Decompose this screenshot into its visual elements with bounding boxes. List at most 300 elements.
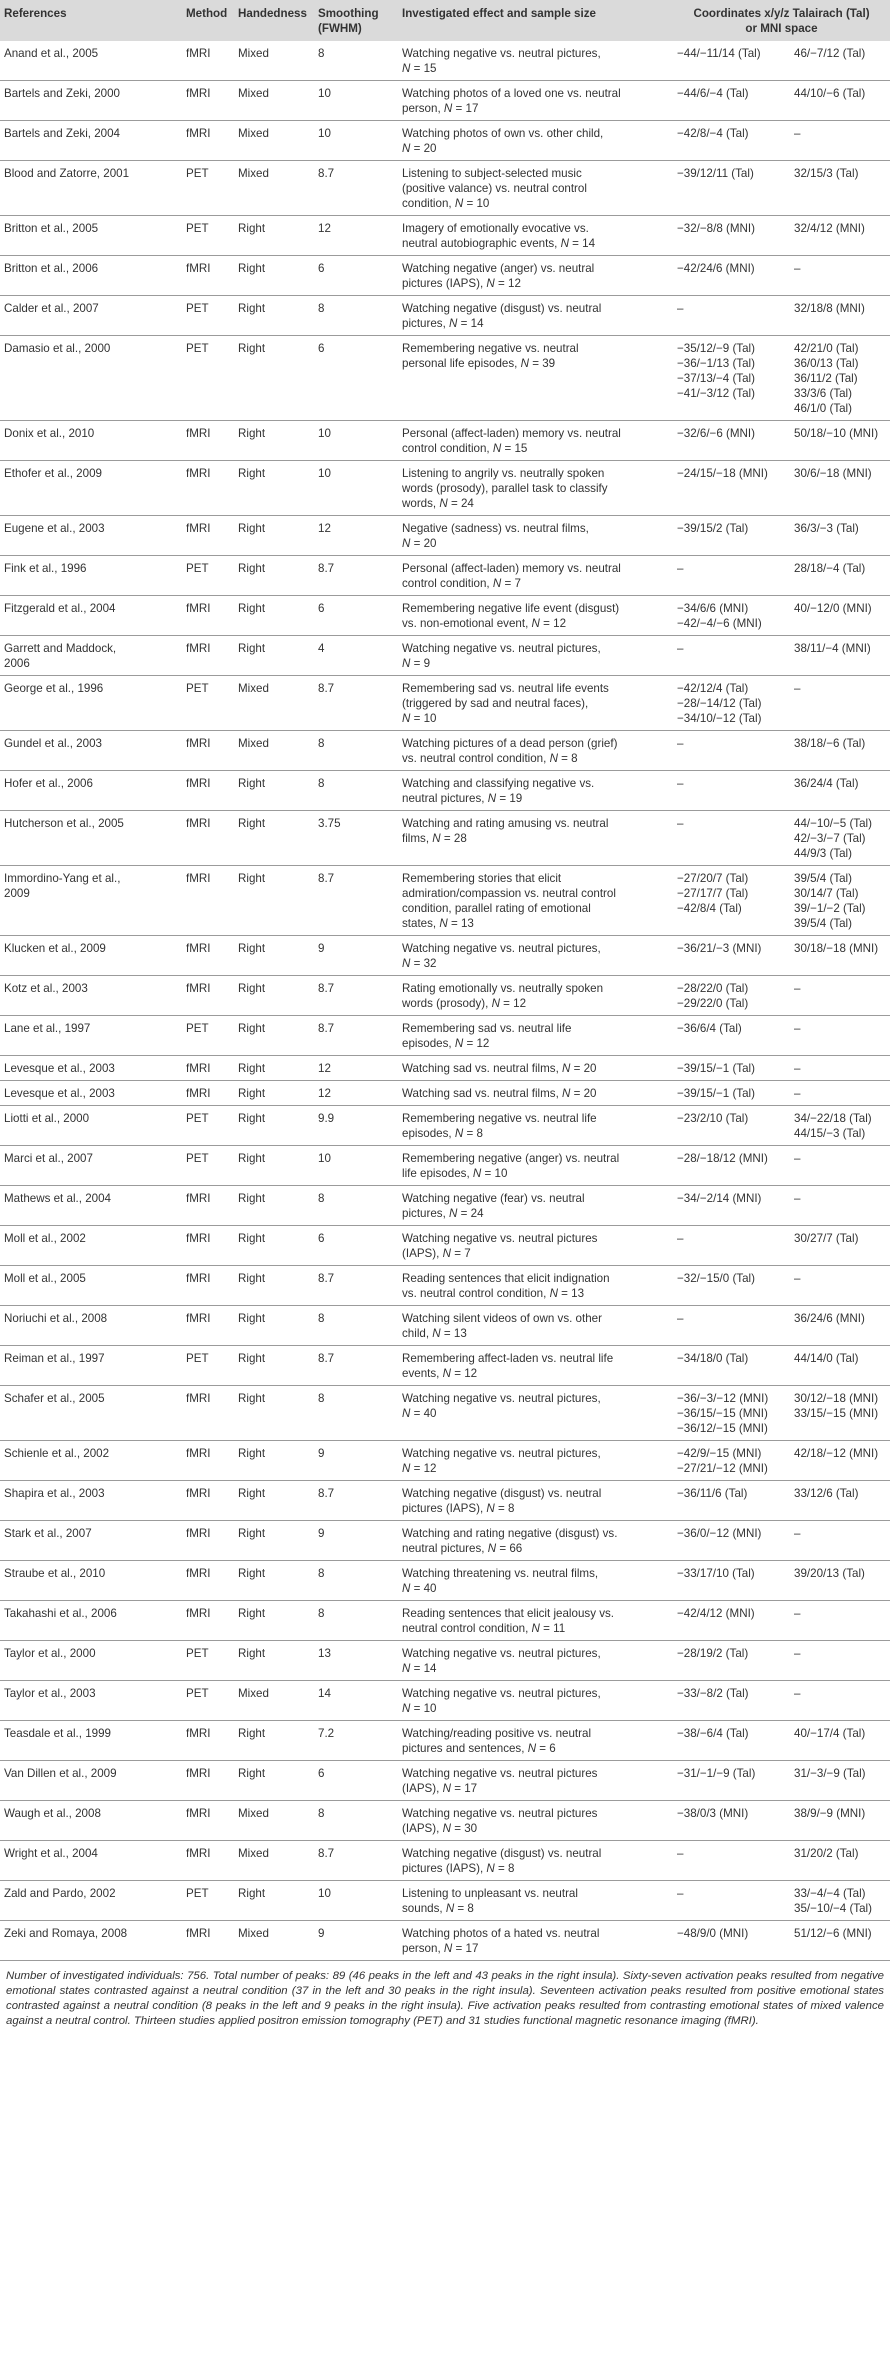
method-cell: fMRI bbox=[182, 1521, 234, 1561]
method-cell: fMRI bbox=[182, 256, 234, 296]
method-cell: fMRI bbox=[182, 976, 234, 1016]
effect-cell: Remembering affect-laden vs. neutral life events, N = 12 bbox=[398, 1346, 673, 1386]
effect-cell: Watching negative vs. neutral pictures (IAPS), N = 7 bbox=[398, 1226, 673, 1266]
method-cell: fMRI bbox=[182, 1056, 234, 1081]
right-insula-coordinates-cell: 32/18/8 (MNI) bbox=[790, 296, 890, 336]
left-insula-coordinates-cell: −36/−3/−12 (MNI) −36/15/−15 (MNI) −36/12/−15 (MNI) bbox=[673, 1386, 790, 1441]
left-insula-coordinates-cell: −32/−15/0 (Tal) bbox=[673, 1266, 790, 1306]
smoothing-cell: 10 bbox=[314, 121, 398, 161]
right-insula-coordinates-cell: 38/9/−9 (MNI) bbox=[790, 1801, 890, 1841]
smoothing-cell: 8.7 bbox=[314, 676, 398, 731]
smoothing-cell: 8.7 bbox=[314, 976, 398, 1016]
table-row bbox=[0, 1146, 890, 1186]
effect-cell: Remembering sad vs. neutral life episodes, N = 12 bbox=[398, 1016, 673, 1056]
handedness-cell: Right bbox=[234, 296, 314, 336]
reference-cell: Straube et al., 2010 bbox=[0, 1561, 182, 1601]
right-insula-coordinates-cell: – bbox=[790, 1681, 890, 1721]
right-insula-coordinates-cell: – bbox=[790, 1016, 890, 1056]
handedness-cell: Right bbox=[234, 1481, 314, 1521]
left-insula-coordinates-cell: −42/8/−4 (Tal) bbox=[673, 121, 790, 161]
table-row bbox=[0, 1226, 890, 1266]
handedness-cell: Right bbox=[234, 1226, 314, 1266]
smoothing-cell: 8 bbox=[314, 41, 398, 81]
smoothing-cell: 8 bbox=[314, 1561, 398, 1601]
right-insula-coordinates-cell: 44/10/−6 (Tal) bbox=[790, 81, 890, 121]
effect-cell: Reading sentences that elicit indignation vs. neutral control condition, N = 13 bbox=[398, 1266, 673, 1306]
handedness-cell: Mixed bbox=[234, 676, 314, 731]
right-insula-coordinates-cell: 38/11/−4 (MNI) bbox=[790, 636, 890, 676]
method-cell: PET bbox=[182, 1681, 234, 1721]
reference-cell: George et al., 1996 bbox=[0, 676, 182, 731]
table-row bbox=[0, 1386, 890, 1441]
smoothing-cell: 8.7 bbox=[314, 161, 398, 216]
effect-cell: Watching negative vs. neutral pictures, N = 32 bbox=[398, 936, 673, 976]
table-row bbox=[0, 1641, 890, 1681]
smoothing-cell: 9 bbox=[314, 1441, 398, 1481]
reference-cell: Lane et al., 1997 bbox=[0, 1016, 182, 1056]
effect-cell: Watching negative vs. neutral pictures, N = 15 bbox=[398, 41, 673, 81]
effect-cell: Watching and rating negative (disgust) vs. neutral pictures, N = 66 bbox=[398, 1521, 673, 1561]
table-row bbox=[0, 1186, 890, 1226]
effect-cell: Listening to angrily vs. neutrally spoken words (prosody), parallel task to classify words, N = 24 bbox=[398, 461, 673, 516]
method-cell: fMRI bbox=[182, 121, 234, 161]
method-cell: fMRI bbox=[182, 1186, 234, 1226]
left-insula-coordinates-cell: −39/15/−1 (Tal) bbox=[673, 1081, 790, 1106]
effect-cell: Watching negative (disgust) vs. neutral pictures (IAPS), N = 8 bbox=[398, 1841, 673, 1881]
smoothing-cell: 13 bbox=[314, 1641, 398, 1681]
handedness-cell: Right bbox=[234, 1641, 314, 1681]
effect-cell: Watching threatening vs. neutral films, N = 40 bbox=[398, 1561, 673, 1601]
handedness-cell: Right bbox=[234, 1146, 314, 1186]
effect-cell: Negative (sadness) vs. neutral films, N = 20 bbox=[398, 516, 673, 556]
reference-cell: Marci et al., 2007 bbox=[0, 1146, 182, 1186]
handedness-cell: Right bbox=[234, 1056, 314, 1081]
smoothing-cell: 4 bbox=[314, 636, 398, 676]
smoothing-cell: 8 bbox=[314, 1801, 398, 1841]
table-row bbox=[0, 1681, 890, 1721]
left-insula-coordinates-cell: −42/4/12 (MNI) bbox=[673, 1601, 790, 1641]
reference-cell: Taylor et al., 2003 bbox=[0, 1681, 182, 1721]
smoothing-cell: 6 bbox=[314, 1761, 398, 1801]
reference-cell: Garrett and Maddock, 2006 bbox=[0, 636, 182, 676]
right-insula-coordinates-cell: 30/18/−18 (MNI) bbox=[790, 936, 890, 976]
smoothing-cell: 6 bbox=[314, 1226, 398, 1266]
left-insula-coordinates-cell: −34/6/6 (MNI) −42/−4/−6 (MNI) bbox=[673, 596, 790, 636]
right-insula-coordinates-cell: 33/12/6 (Tal) bbox=[790, 1481, 890, 1521]
effect-cell: Watching pictures of a dead person (grief) vs. neutral control condition, N = 8 bbox=[398, 731, 673, 771]
method-cell: PET bbox=[182, 1146, 234, 1186]
left-insula-coordinates-cell: −33/−8/2 (Tal) bbox=[673, 1681, 790, 1721]
effect-cell: Watching negative (fear) vs. neutral pictures, N = 24 bbox=[398, 1186, 673, 1226]
effect-cell: Watching negative vs. neutral pictures (IAPS), N = 17 bbox=[398, 1761, 673, 1801]
reference-cell: Bartels and Zeki, 2004 bbox=[0, 121, 182, 161]
table-row bbox=[0, 1346, 890, 1386]
effect-cell: Watching negative vs. neutral pictures (IAPS), N = 30 bbox=[398, 1801, 673, 1841]
reference-cell: Kotz et al., 2003 bbox=[0, 976, 182, 1016]
table-header bbox=[0, 0, 890, 41]
effect-cell: Watching negative (anger) vs. neutral pictures (IAPS), N = 12 bbox=[398, 256, 673, 296]
reference-cell: Van Dillen et al., 2009 bbox=[0, 1761, 182, 1801]
reference-cell: Liotti et al., 2000 bbox=[0, 1106, 182, 1146]
handedness-cell: Right bbox=[234, 1881, 314, 1921]
method-cell: PET bbox=[182, 336, 234, 421]
right-insula-coordinates-cell: – bbox=[790, 1521, 890, 1561]
smoothing-cell: 3.75 bbox=[314, 811, 398, 866]
table-row bbox=[0, 121, 890, 161]
handedness-cell: Right bbox=[234, 1601, 314, 1641]
effect-cell: Watching negative (disgust) vs. neutral pictures (IAPS), N = 8 bbox=[398, 1481, 673, 1521]
handedness-cell: Right bbox=[234, 1081, 314, 1106]
right-insula-coordinates-cell: – bbox=[790, 676, 890, 731]
reference-cell: Donix et al., 2010 bbox=[0, 421, 182, 461]
effect-cell: Watching negative vs. neutral pictures, N = 14 bbox=[398, 1641, 673, 1681]
left-insula-coordinates-cell: −48/9/0 (MNI) bbox=[673, 1921, 790, 1961]
handedness-cell: Right bbox=[234, 1106, 314, 1146]
handedness-cell: Right bbox=[234, 1721, 314, 1761]
left-insula-coordinates-cell: −28/19/2 (Tal) bbox=[673, 1641, 790, 1681]
right-insula-coordinates-cell: 38/18/−6 (Tal) bbox=[790, 731, 890, 771]
table-row bbox=[0, 1106, 890, 1146]
table-row bbox=[0, 81, 890, 121]
handedness-cell: Right bbox=[234, 1761, 314, 1801]
reference-cell: Taylor et al., 2000 bbox=[0, 1641, 182, 1681]
method-cell: PET bbox=[182, 161, 234, 216]
right-insula-coordinates-cell: 30/27/7 (Tal) bbox=[790, 1226, 890, 1266]
reference-cell: Immordino-Yang et al., 2009 bbox=[0, 866, 182, 936]
table-row bbox=[0, 41, 890, 81]
reference-cell: Zald and Pardo, 2002 bbox=[0, 1881, 182, 1921]
smoothing-cell: 8 bbox=[314, 731, 398, 771]
reference-cell: Mathews et al., 2004 bbox=[0, 1186, 182, 1226]
reference-cell: Blood and Zatorre, 2001 bbox=[0, 161, 182, 216]
effect-cell: Watching negative vs. neutral pictures, N = 9 bbox=[398, 636, 673, 676]
effect-cell: Reading sentences that elicit jealousy vs. neutral control condition, N = 11 bbox=[398, 1601, 673, 1641]
right-insula-coordinates-cell: 51/12/−6 (MNI) bbox=[790, 1921, 890, 1961]
left-insula-coordinates-cell: −32/−8/8 (MNI) bbox=[673, 216, 790, 256]
table-row bbox=[0, 811, 890, 866]
right-insula-coordinates-cell: – bbox=[790, 1186, 890, 1226]
left-insula-coordinates-cell: −44/−11/14 (Tal) bbox=[673, 41, 790, 81]
reference-cell: Schienle et al., 2002 bbox=[0, 1441, 182, 1481]
table-row bbox=[0, 556, 890, 596]
right-insula-coordinates-cell: 36/24/4 (Tal) bbox=[790, 771, 890, 811]
right-insula-coordinates-cell: – bbox=[790, 1601, 890, 1641]
table-row bbox=[0, 1056, 890, 1081]
table-row bbox=[0, 596, 890, 636]
effect-cell: Watching sad vs. neutral films, N = 20 bbox=[398, 1081, 673, 1106]
left-insula-coordinates-cell: −32/6/−6 (MNI) bbox=[673, 421, 790, 461]
reference-cell: Anand et al., 2005 bbox=[0, 41, 182, 81]
header-row bbox=[0, 0, 890, 41]
reference-cell: Shapira et al., 2003 bbox=[0, 1481, 182, 1521]
left-insula-coordinates-cell: −33/17/10 (Tal) bbox=[673, 1561, 790, 1601]
table-row bbox=[0, 976, 890, 1016]
table-row bbox=[0, 1441, 890, 1481]
handedness-cell: Right bbox=[234, 1441, 314, 1481]
smoothing-cell: 8.7 bbox=[314, 1266, 398, 1306]
right-insula-coordinates-cell: 39/20/13 (Tal) bbox=[790, 1561, 890, 1601]
smoothing-cell: 12 bbox=[314, 1081, 398, 1106]
method-cell: PET bbox=[182, 296, 234, 336]
table-row bbox=[0, 1761, 890, 1801]
right-insula-coordinates-cell: 34/−22/18 (Tal) 44/15/−3 (Tal) bbox=[790, 1106, 890, 1146]
reference-cell: Reiman et al., 1997 bbox=[0, 1346, 182, 1386]
effect-cell: Remembering negative life event (disgust) vs. non-emotional event, N = 12 bbox=[398, 596, 673, 636]
reference-cell: Eugene et al., 2003 bbox=[0, 516, 182, 556]
handedness-cell: Right bbox=[234, 1386, 314, 1441]
method-cell: fMRI bbox=[182, 1761, 234, 1801]
right-insula-coordinates-cell: – bbox=[790, 1266, 890, 1306]
table-row bbox=[0, 636, 890, 676]
smoothing-cell: 6 bbox=[314, 596, 398, 636]
left-insula-coordinates-cell: −24/15/−18 (MNI) bbox=[673, 461, 790, 516]
handedness-cell: Right bbox=[234, 461, 314, 516]
table-row bbox=[0, 936, 890, 976]
left-insula-coordinates-cell: −23/2/10 (Tal) bbox=[673, 1106, 790, 1146]
left-insula-coordinates-cell: −34/18/0 (Tal) bbox=[673, 1346, 790, 1386]
left-insula-coordinates-cell: −27/20/7 (Tal) −27/17/7 (Tal) −42/8/4 (Tal) bbox=[673, 866, 790, 936]
smoothing-cell: 6 bbox=[314, 336, 398, 421]
table-row bbox=[0, 1016, 890, 1056]
table-row bbox=[0, 1081, 890, 1106]
smoothing-cell: 9 bbox=[314, 1921, 398, 1961]
method-cell: fMRI bbox=[182, 1561, 234, 1601]
handedness-cell: Right bbox=[234, 976, 314, 1016]
right-insula-coordinates-cell: 33/−4/−4 (Tal) 35/−10/−4 (Tal) bbox=[790, 1881, 890, 1921]
right-insula-coordinates-cell: 36/24/6 (MNI) bbox=[790, 1306, 890, 1346]
left-insula-coordinates-cell: −38/0/3 (MNI) bbox=[673, 1801, 790, 1841]
handedness-cell: Mixed bbox=[234, 81, 314, 121]
method-cell: fMRI bbox=[182, 1481, 234, 1521]
handedness-cell: Right bbox=[234, 516, 314, 556]
header-references: References bbox=[4, 7, 67, 20]
smoothing-cell: 8.7 bbox=[314, 1481, 398, 1521]
reference-cell: Stark et al., 2007 bbox=[0, 1521, 182, 1561]
smoothing-cell: 8 bbox=[314, 296, 398, 336]
reference-cell: Takahashi et al., 2006 bbox=[0, 1601, 182, 1641]
table-row bbox=[0, 1481, 890, 1521]
table-row bbox=[0, 421, 890, 461]
table-row bbox=[0, 1841, 890, 1881]
reference-cell: Ethofer et al., 2009 bbox=[0, 461, 182, 516]
method-cell: fMRI bbox=[182, 81, 234, 121]
right-insula-coordinates-cell: 50/18/−10 (MNI) bbox=[790, 421, 890, 461]
smoothing-cell: 8.7 bbox=[314, 866, 398, 936]
effect-cell: Watching photos of own vs. other child, N = 20 bbox=[398, 121, 673, 161]
effect-cell: Remembering negative (anger) vs. neutral life episodes, N = 10 bbox=[398, 1146, 673, 1186]
left-insula-coordinates-cell: −36/6/4 (Tal) bbox=[673, 1016, 790, 1056]
method-cell: fMRI bbox=[182, 516, 234, 556]
handedness-cell: Right bbox=[234, 636, 314, 676]
effect-cell: Listening to unpleasant vs. neutral sounds, N = 8 bbox=[398, 1881, 673, 1921]
method-cell: fMRI bbox=[182, 636, 234, 676]
left-insula-coordinates-cell: −42/9/−15 (MNI) −27/21/−12 (MNI) bbox=[673, 1441, 790, 1481]
smoothing-cell: 8 bbox=[314, 1306, 398, 1346]
effect-cell: Watching negative (disgust) vs. neutral pictures, N = 14 bbox=[398, 296, 673, 336]
smoothing-cell: 9 bbox=[314, 936, 398, 976]
right-insula-coordinates-cell: – bbox=[790, 1146, 890, 1186]
right-insula-coordinates-cell: 39/5/4 (Tal) 30/14/7 (Tal) 39/−1/−2 (Tal) 39/5/4 (Tal) bbox=[790, 866, 890, 936]
reference-cell: Britton et al., 2005 bbox=[0, 216, 182, 256]
handedness-cell: Right bbox=[234, 1266, 314, 1306]
table-row bbox=[0, 1521, 890, 1561]
effect-cell: Rating emotionally vs. neutrally spoken words (prosody), N = 12 bbox=[398, 976, 673, 1016]
effect-cell: Watching silent videos of own vs. other child, N = 13 bbox=[398, 1306, 673, 1346]
smoothing-cell: 10 bbox=[314, 461, 398, 516]
smoothing-cell: 8.7 bbox=[314, 556, 398, 596]
effect-cell: Imagery of emotionally evocative vs. neutral autobiographic events, N = 14 bbox=[398, 216, 673, 256]
reference-cell: Fink et al., 1996 bbox=[0, 556, 182, 596]
handedness-cell: Mixed bbox=[234, 1841, 314, 1881]
left-insula-coordinates-cell: −28/−18/12 (MNI) bbox=[673, 1146, 790, 1186]
handedness-cell: Right bbox=[234, 1186, 314, 1226]
reference-cell: Britton et al., 2006 bbox=[0, 256, 182, 296]
table-row bbox=[0, 161, 890, 216]
reference-cell: Klucken et al., 2009 bbox=[0, 936, 182, 976]
method-cell: fMRI bbox=[182, 421, 234, 461]
effect-cell: Remembering negative vs. neutral personal life episodes, N = 39 bbox=[398, 336, 673, 421]
effect-cell: Personal (affect-laden) memory vs. neutral control condition, N = 7 bbox=[398, 556, 673, 596]
table-row bbox=[0, 1881, 890, 1921]
left-insula-coordinates-cell: −34/−2/14 (MNI) bbox=[673, 1186, 790, 1226]
handedness-cell: Mixed bbox=[234, 731, 314, 771]
effect-cell: Remembering stories that elicit admiration/compassion vs. neutral control condition, parallel rating of emotional states, N = 13 bbox=[398, 866, 673, 936]
table-row bbox=[0, 256, 890, 296]
method-cell: PET bbox=[182, 676, 234, 731]
method-cell: fMRI bbox=[182, 1441, 234, 1481]
smoothing-cell: 12 bbox=[314, 1056, 398, 1081]
handedness-cell: Right bbox=[234, 336, 314, 421]
left-insula-coordinates-cell: – bbox=[673, 771, 790, 811]
method-cell: PET bbox=[182, 556, 234, 596]
reference-cell: Bartels and Zeki, 2000 bbox=[0, 81, 182, 121]
smoothing-cell: 8.7 bbox=[314, 1841, 398, 1881]
method-cell: PET bbox=[182, 1106, 234, 1146]
handedness-cell: Right bbox=[234, 866, 314, 936]
handedness-cell: Right bbox=[234, 771, 314, 811]
right-insula-coordinates-cell: 42/21/0 (Tal) 36/0/13 (Tal) 36/11/2 (Tal) 33/3/6 (Tal) 46/1/0 (Tal) bbox=[790, 336, 890, 421]
method-cell: fMRI bbox=[182, 1306, 234, 1346]
right-insula-coordinates-cell: – bbox=[790, 1081, 890, 1106]
effect-cell: Watching and rating amusing vs. neutral films, N = 28 bbox=[398, 811, 673, 866]
effect-cell: Watching sad vs. neutral films, N = 20 bbox=[398, 1056, 673, 1081]
right-insula-coordinates-cell: 46/−7/12 (Tal) bbox=[790, 41, 890, 81]
effect-cell: Watching negative vs. neutral pictures, N = 12 bbox=[398, 1441, 673, 1481]
table-row bbox=[0, 866, 890, 936]
table-row bbox=[0, 516, 890, 556]
smoothing-cell: 6 bbox=[314, 256, 398, 296]
effect-cell: Personal (affect-laden) memory vs. neutral control condition, N = 15 bbox=[398, 421, 673, 461]
right-insula-coordinates-cell: 28/18/−4 (Tal) bbox=[790, 556, 890, 596]
table-row bbox=[0, 1721, 890, 1761]
reference-cell: Schafer et al., 2005 bbox=[0, 1386, 182, 1441]
method-cell: PET bbox=[182, 1346, 234, 1386]
method-cell: fMRI bbox=[182, 596, 234, 636]
method-cell: fMRI bbox=[182, 1226, 234, 1266]
smoothing-cell: 8.7 bbox=[314, 1016, 398, 1056]
handedness-cell: Mixed bbox=[234, 41, 314, 81]
reference-cell: Noriuchi et al., 2008 bbox=[0, 1306, 182, 1346]
reference-cell: Moll et al., 2002 bbox=[0, 1226, 182, 1266]
right-insula-coordinates-cell: 30/12/−18 (MNI) 33/15/−15 (MNI) bbox=[790, 1386, 890, 1441]
method-cell: fMRI bbox=[182, 1386, 234, 1441]
handedness-cell: Mixed bbox=[234, 1681, 314, 1721]
header-coordinates: Coordinates x/y/z Talairach (Tal) or MNI space bbox=[693, 7, 870, 35]
left-insula-coordinates-cell: – bbox=[673, 296, 790, 336]
table-row bbox=[0, 731, 890, 771]
right-insula-coordinates-cell: – bbox=[790, 256, 890, 296]
right-insula-coordinates-cell: – bbox=[790, 976, 890, 1016]
table-footnote: Number of investigated individuals: 756. Total number of peaks: 89 (46 peaks in the left and 43 peaks in the right insula). Sixty-seven activation peaks resulted from negative emotional states contrasted against a neutral condition (37 in the left and 30 peaks in the right insula). Seventeen activation peaks resulted from positive emotional states contrasted against a neutral condition (8 peaks in the left and 9 peaks in the right insula). Five activation peaks resulted from contrasting emotional states of mixed valence against a neutral control. Thirteen studies applied positron emission tomography (PET) and 31 studies functional magnetic resonance imaging (fMRI). bbox=[6, 1970, 884, 2027]
smoothing-cell: 8 bbox=[314, 1601, 398, 1641]
table-row bbox=[0, 216, 890, 256]
right-insula-coordinates-cell: 36/3/−3 (Tal) bbox=[790, 516, 890, 556]
left-insula-coordinates-cell: – bbox=[673, 1226, 790, 1266]
header-method: Method bbox=[186, 7, 228, 20]
left-insula-coordinates-cell: −39/15/−1 (Tal) bbox=[673, 1056, 790, 1081]
smoothing-cell: 10 bbox=[314, 1146, 398, 1186]
effect-cell: Watching and classifying negative vs. neutral pictures, N = 19 bbox=[398, 771, 673, 811]
right-insula-coordinates-cell: 31/20/2 (Tal) bbox=[790, 1841, 890, 1881]
smoothing-cell: 12 bbox=[314, 216, 398, 256]
right-insula-coordinates-cell: 44/−10/−5 (Tal) 42/−3/−7 (Tal) 44/9/3 (Tal) bbox=[790, 811, 890, 866]
effect-cell: Watching negative vs. neutral pictures, N = 10 bbox=[398, 1681, 673, 1721]
effect-cell: Remembering sad vs. neutral life events (triggered by sad and neutral faces), N = 10 bbox=[398, 676, 673, 731]
table-row bbox=[0, 1561, 890, 1601]
left-insula-coordinates-cell: −42/12/4 (Tal) −28/−14/12 (Tal) −34/10/−12 (Tal) bbox=[673, 676, 790, 731]
right-insula-coordinates-cell: 44/14/0 (Tal) bbox=[790, 1346, 890, 1386]
handedness-cell: Mixed bbox=[234, 121, 314, 161]
effect-cell: Listening to subject-selected music (positive valance) vs. neutral control condition, N = 10 bbox=[398, 161, 673, 216]
method-cell: PET bbox=[182, 1641, 234, 1681]
smoothing-cell: 14 bbox=[314, 1681, 398, 1721]
reference-cell: Teasdale et al., 1999 bbox=[0, 1721, 182, 1761]
smoothing-cell: 8 bbox=[314, 1386, 398, 1441]
table-row bbox=[0, 1266, 890, 1306]
handedness-cell: Right bbox=[234, 596, 314, 636]
right-insula-coordinates-cell: 42/18/−12 (MNI) bbox=[790, 1441, 890, 1481]
left-insula-coordinates-cell: – bbox=[673, 556, 790, 596]
effect-cell: Watching photos of a hated vs. neutral person, N = 17 bbox=[398, 1921, 673, 1961]
smoothing-cell: 10 bbox=[314, 81, 398, 121]
table-row bbox=[0, 461, 890, 516]
handedness-cell: Right bbox=[234, 421, 314, 461]
reference-cell: Wright et al., 2004 bbox=[0, 1841, 182, 1881]
method-cell: fMRI bbox=[182, 771, 234, 811]
handedness-cell: Right bbox=[234, 1306, 314, 1346]
right-insula-coordinates-cell: 32/4/12 (MNI) bbox=[790, 216, 890, 256]
method-cell: fMRI bbox=[182, 1601, 234, 1641]
left-insula-coordinates-cell: – bbox=[673, 731, 790, 771]
left-insula-coordinates-cell: −42/24/6 (MNI) bbox=[673, 256, 790, 296]
table-row bbox=[0, 1306, 890, 1346]
table-row bbox=[0, 336, 890, 421]
handedness-cell: Right bbox=[234, 936, 314, 976]
table-row bbox=[0, 1921, 890, 1961]
method-cell: PET bbox=[182, 1016, 234, 1056]
right-insula-coordinates-cell: – bbox=[790, 1056, 890, 1081]
left-insula-coordinates-cell: −39/12/11 (Tal) bbox=[673, 161, 790, 216]
table-row bbox=[0, 676, 890, 731]
reference-cell: Waugh et al., 2008 bbox=[0, 1801, 182, 1841]
method-cell: fMRI bbox=[182, 1921, 234, 1961]
handedness-cell: Mixed bbox=[234, 161, 314, 216]
table-row bbox=[0, 771, 890, 811]
method-cell: fMRI bbox=[182, 461, 234, 516]
smoothing-cell: 8 bbox=[314, 771, 398, 811]
right-insula-coordinates-cell: 30/6/−18 (MNI) bbox=[790, 461, 890, 516]
reference-cell: Hofer et al., 2006 bbox=[0, 771, 182, 811]
